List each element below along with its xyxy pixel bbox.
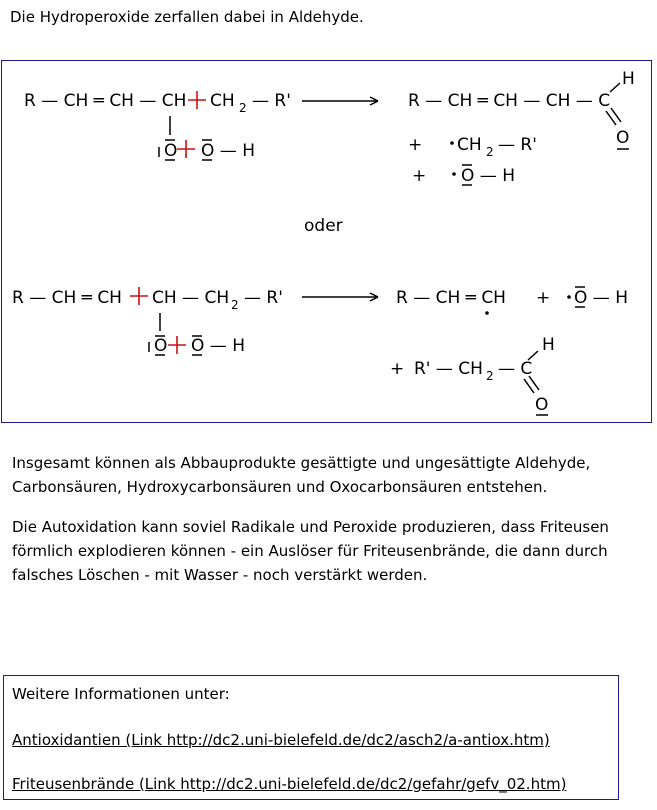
p2-plus-2: + [390,359,405,379]
r2-chain-middle: CH — CH [152,288,230,308]
p2-aldehyde-h: H [542,335,555,355]
r1-chain-end: — R' [252,91,291,111]
oder-label: oder [304,216,343,236]
p2-bond-ch [528,351,538,360]
paragraph-1-line-2: Carbonsäuren, Hydroxycarbonsäuren und Oxocarbonsäuren entstehen. [12,478,548,496]
r2-chain-start: R — CH ═ CH [12,288,122,308]
paragraph-2-line-3: falsches Löschen - mit Wasser - noch verstärkt werden. [12,566,428,584]
paragraph-autoxidation [12,515,609,587]
friteusenbraende-link[interactable]: Friteusenbrände (Link http://dc2.uni-bielefeld.de/dc2/gefahr/gefv_02.htm) [12,775,567,793]
r2-ooh-o1: O [154,336,168,356]
p1-ch2-sub: 2 [486,145,494,159]
r2-chain-end: — R' [244,288,283,308]
p1-ch2-r: — R' [498,135,537,155]
p1-plus-2: + [412,166,427,186]
p2-aldehyde-o: O [535,395,549,415]
r1-chain-ch2-sub: 2 [239,101,247,115]
p2-aldehyde-chain: R' — CH [414,359,483,379]
reaction-scheme-box [1,60,652,423]
paragraph-2-line-2: förmlich explodieren können - ein Auslöser für Friteusenbrände, die dann durch [12,542,608,560]
p2-aldehyde-c: — C [498,359,533,379]
antioxidantien-link[interactable]: Antioxidantien (Link http://dc2.uni-bielefeld.de/dc2/asch2/a-antiox.htm) [12,731,550,749]
p2-radical-dot-o [567,295,571,299]
r1-chain-start: R — CH ═ CH — CH [24,91,187,111]
r1-ooh-o1: O [164,141,178,161]
r1-ooh-rest: O — H [201,141,255,161]
reaction-scheme [2,61,653,424]
p2-hydroxyl-radical: O — H [574,288,628,308]
intro-sentence: Die Hydroperoxide zerfallen dabei in Aldehyde. [10,8,364,26]
further-info-box [3,675,619,800]
paragraph-1-line-1: Insgesamt können als Abbauprodukte gesättigte und ungesättigte Aldehyde, [12,454,591,472]
p2-aldehyde-ch2-sub: 2 [486,369,494,383]
paragraph-abbauprodukte [12,451,590,499]
p1-aldehyde-chain: R — CH ═ CH — CH — C [408,91,611,111]
p2-plus-1: + [536,288,551,308]
p1-radical-dot-1 [450,141,454,145]
p1-bond-ch [610,83,620,92]
r2-chain-ch2-sub: 2 [231,298,239,312]
p1-aldehyde-o: O [616,128,630,148]
info-title: Weitere Informationen unter: [12,685,230,703]
p1-aldehyde-h: H [622,69,635,89]
p1-hydroxyl-radical: O — H [461,166,515,186]
r1-chain-ch2: CH [210,91,235,111]
p1-plus-1: + [408,135,423,155]
p2-alkene-radical: R — CH ═ CH [396,288,506,308]
paragraph-2-line-1: Die Autoxidation kann soviel Radikale und Peroxide produzieren, dass Friteusen [12,518,609,536]
p1-radical-dot-2 [452,172,456,176]
r2-ooh-rest: O — H [191,336,245,356]
p2-radical-dot-c [485,311,489,315]
p1-ch2: CH [457,135,482,155]
